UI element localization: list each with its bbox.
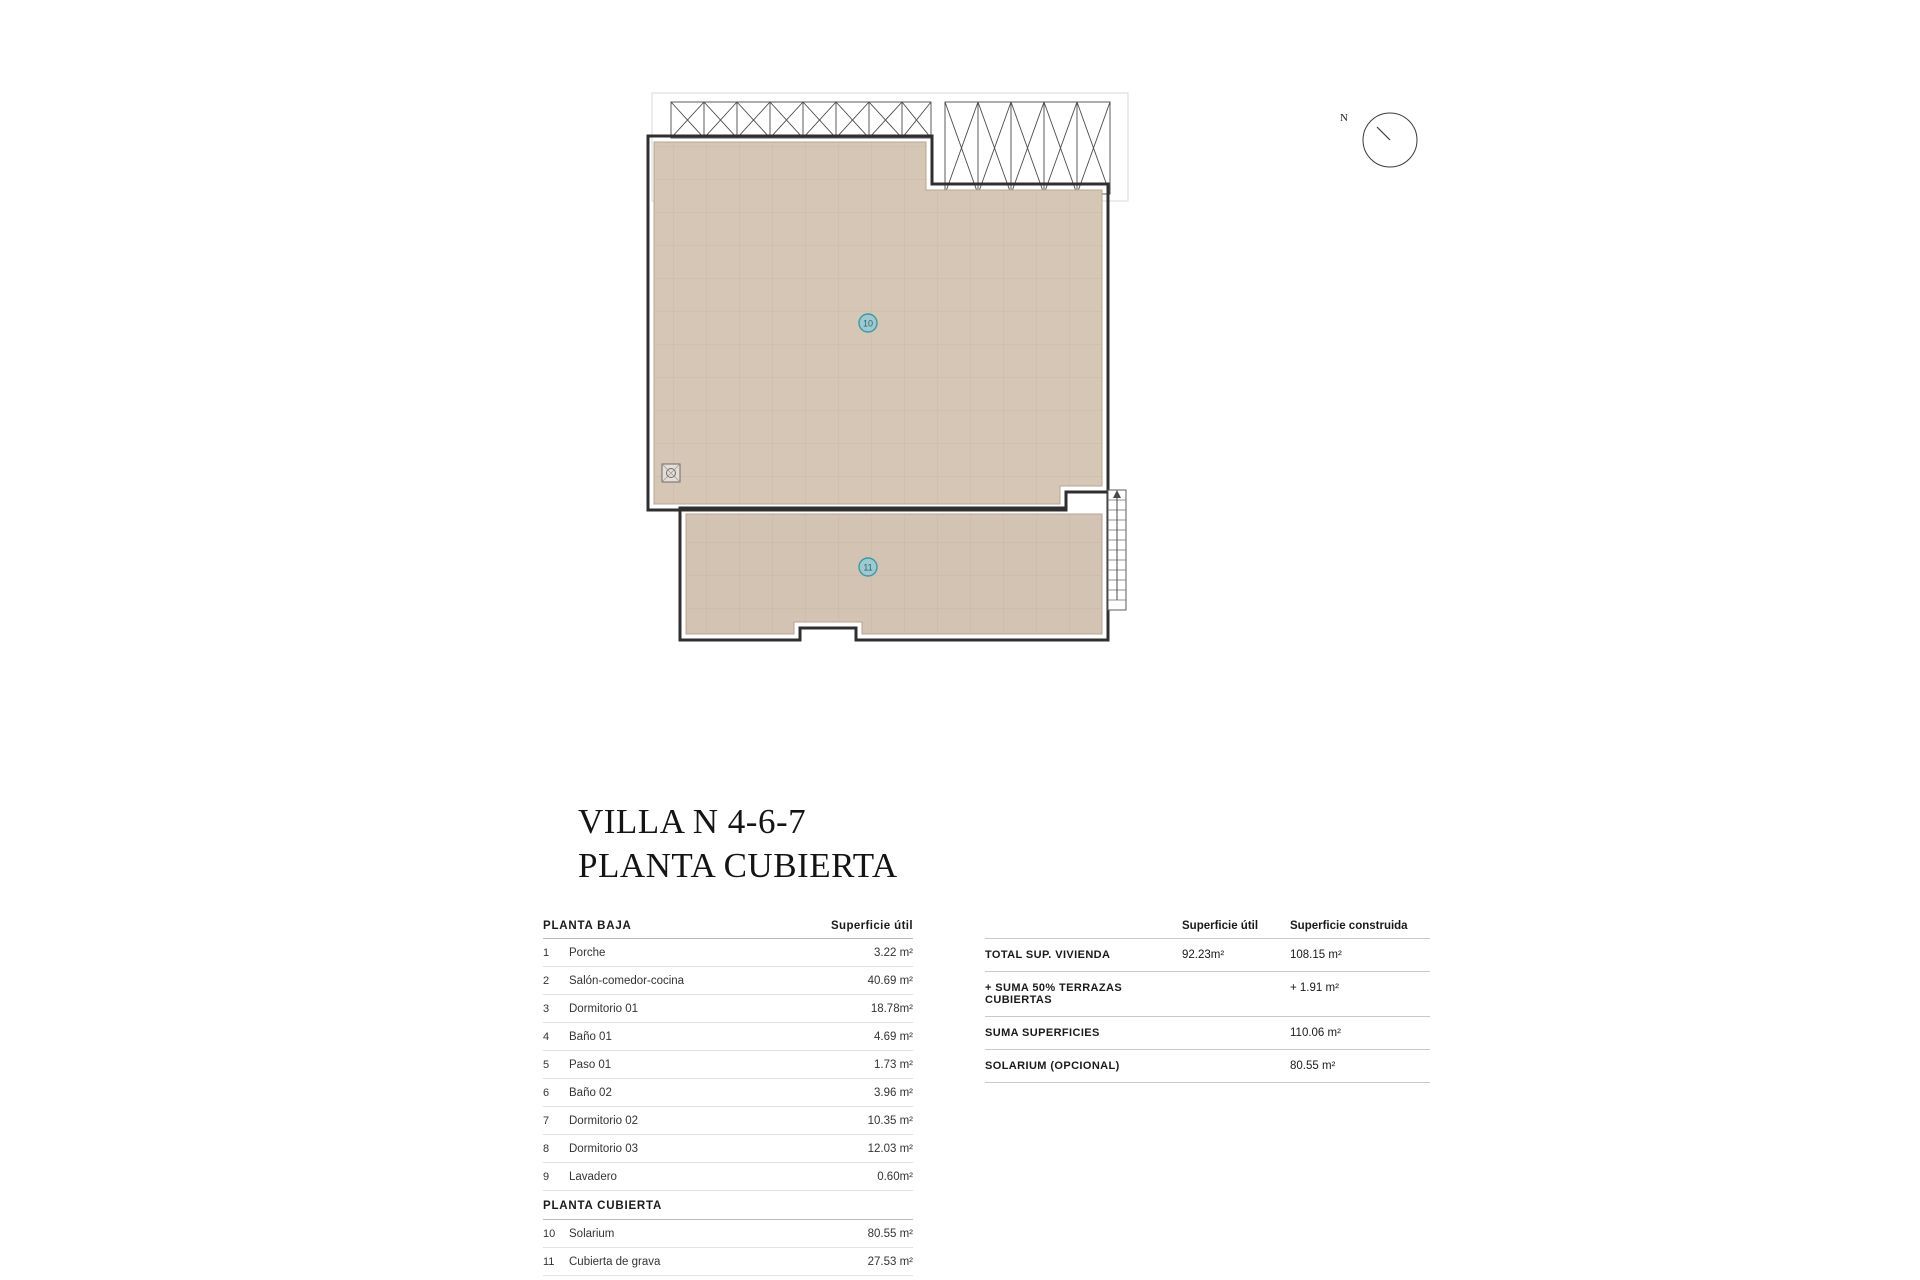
room-marker-10-label: 10 — [862, 318, 874, 329]
row-number: 1 — [543, 946, 550, 959]
table-row — [543, 1107, 913, 1135]
table-row — [543, 1051, 913, 1079]
table-row — [543, 1248, 913, 1276]
row-area: 80.55 m² — [867, 1227, 913, 1240]
row-area: 18.78m² — [870, 1002, 913, 1015]
schedule-col-header-area: Superficie útil — [830, 920, 913, 932]
row-label: TOTAL SUP. VIVIENDA — [985, 949, 1111, 961]
row-number: 8 — [543, 1142, 550, 1155]
row-area: 3.96 m² — [874, 1086, 913, 1099]
gravel-roof-slab — [680, 492, 1108, 640]
table-row — [543, 1079, 913, 1107]
row-number: 6 — [543, 1086, 550, 1099]
row-number: 11 — [543, 1255, 555, 1268]
table-row — [985, 971, 1430, 1016]
table-row — [543, 1220, 913, 1248]
drain-icon — [662, 464, 680, 482]
table-row — [543, 1163, 913, 1191]
room-schedule-table — [543, 920, 913, 1276]
totals-table — [985, 920, 1430, 1083]
row-area: 3.22 m² — [874, 946, 913, 959]
table-row — [543, 1135, 913, 1163]
schedule-header-row — [543, 920, 913, 939]
row-area: 0.60m² — [877, 1170, 913, 1183]
row-construida: + 1.91 m² — [1290, 982, 1339, 994]
row-construida: 110.06 m² — [1290, 1027, 1341, 1039]
floor-plan — [640, 80, 1260, 780]
row-name: Dormitorio 03 — [569, 1142, 639, 1155]
row-name: Baño 02 — [569, 1086, 612, 1099]
compass-label: N — [1340, 112, 1348, 124]
table-row — [985, 1016, 1430, 1049]
room-marker-11-label: 11 — [863, 562, 873, 573]
totals-col-header-util: Superficie útil — [1182, 920, 1259, 932]
schedule-section-title-planta-baja: PLANTA BAJA — [543, 920, 632, 932]
row-name: Dormitorio 02 — [569, 1114, 639, 1127]
row-label: SOLARIUM (OPCIONAL) — [985, 1060, 1120, 1072]
row-area: 1.73 m² — [874, 1058, 913, 1071]
table-row — [543, 995, 913, 1023]
row-name: Dormitorio 01 — [569, 1002, 639, 1015]
row-name: Cubierta de grava — [569, 1255, 661, 1268]
table-row — [985, 938, 1430, 971]
page-title: VILLA N 4-6-7 — [578, 802, 807, 841]
table-row — [543, 1023, 913, 1051]
row-name: Baño 01 — [569, 1030, 612, 1043]
row-construida: 80.55 m² — [1290, 1060, 1336, 1072]
totals-header-row — [985, 920, 1430, 938]
row-area: 12.03 m² — [867, 1142, 913, 1155]
table-row — [543, 967, 913, 995]
stairs — [1108, 490, 1126, 610]
row-area: 40.69 m² — [867, 974, 913, 987]
row-area: 10.35 m² — [867, 1114, 913, 1127]
row-number: 7 — [543, 1114, 550, 1127]
schedule-section-title-planta-cubierta: PLANTA CUBIERTA — [543, 1191, 913, 1220]
row-name: Lavadero — [569, 1170, 617, 1183]
room-marker-11 — [859, 558, 877, 576]
row-util: 92.23m² — [1182, 949, 1225, 961]
table-row — [543, 939, 913, 967]
compass-rose — [1355, 105, 1425, 175]
page-subtitle: PLANTA CUBIERTA — [578, 846, 898, 885]
plan-title-block — [578, 800, 898, 888]
row-number: 9 — [543, 1170, 550, 1183]
row-construida: 108.15 m² — [1290, 949, 1342, 961]
row-area: 4.69 m² — [874, 1030, 913, 1043]
totals-col-header-construida: Superficie construida — [1290, 920, 1408, 932]
row-number: 2 — [543, 974, 550, 987]
row-area: 27.53 m² — [867, 1255, 913, 1268]
row-name: Solarium — [569, 1227, 615, 1240]
table-row — [985, 1049, 1430, 1083]
row-label: SUMA SUPERFICIES — [985, 1027, 1100, 1039]
row-number: 4 — [543, 1030, 550, 1043]
room-marker-10 — [859, 314, 877, 332]
row-name: Porche — [569, 946, 606, 959]
row-label: + SUMA 50% TERRAZAS CUBIERTAS — [985, 982, 1123, 1006]
row-number: 5 — [543, 1058, 550, 1071]
row-number: 3 — [543, 1002, 550, 1015]
row-name: Paso 01 — [569, 1058, 612, 1071]
solarium-slab — [648, 136, 1108, 510]
row-number: 10 — [543, 1227, 556, 1240]
row-name: Salón-comedor-cocina — [569, 974, 685, 987]
